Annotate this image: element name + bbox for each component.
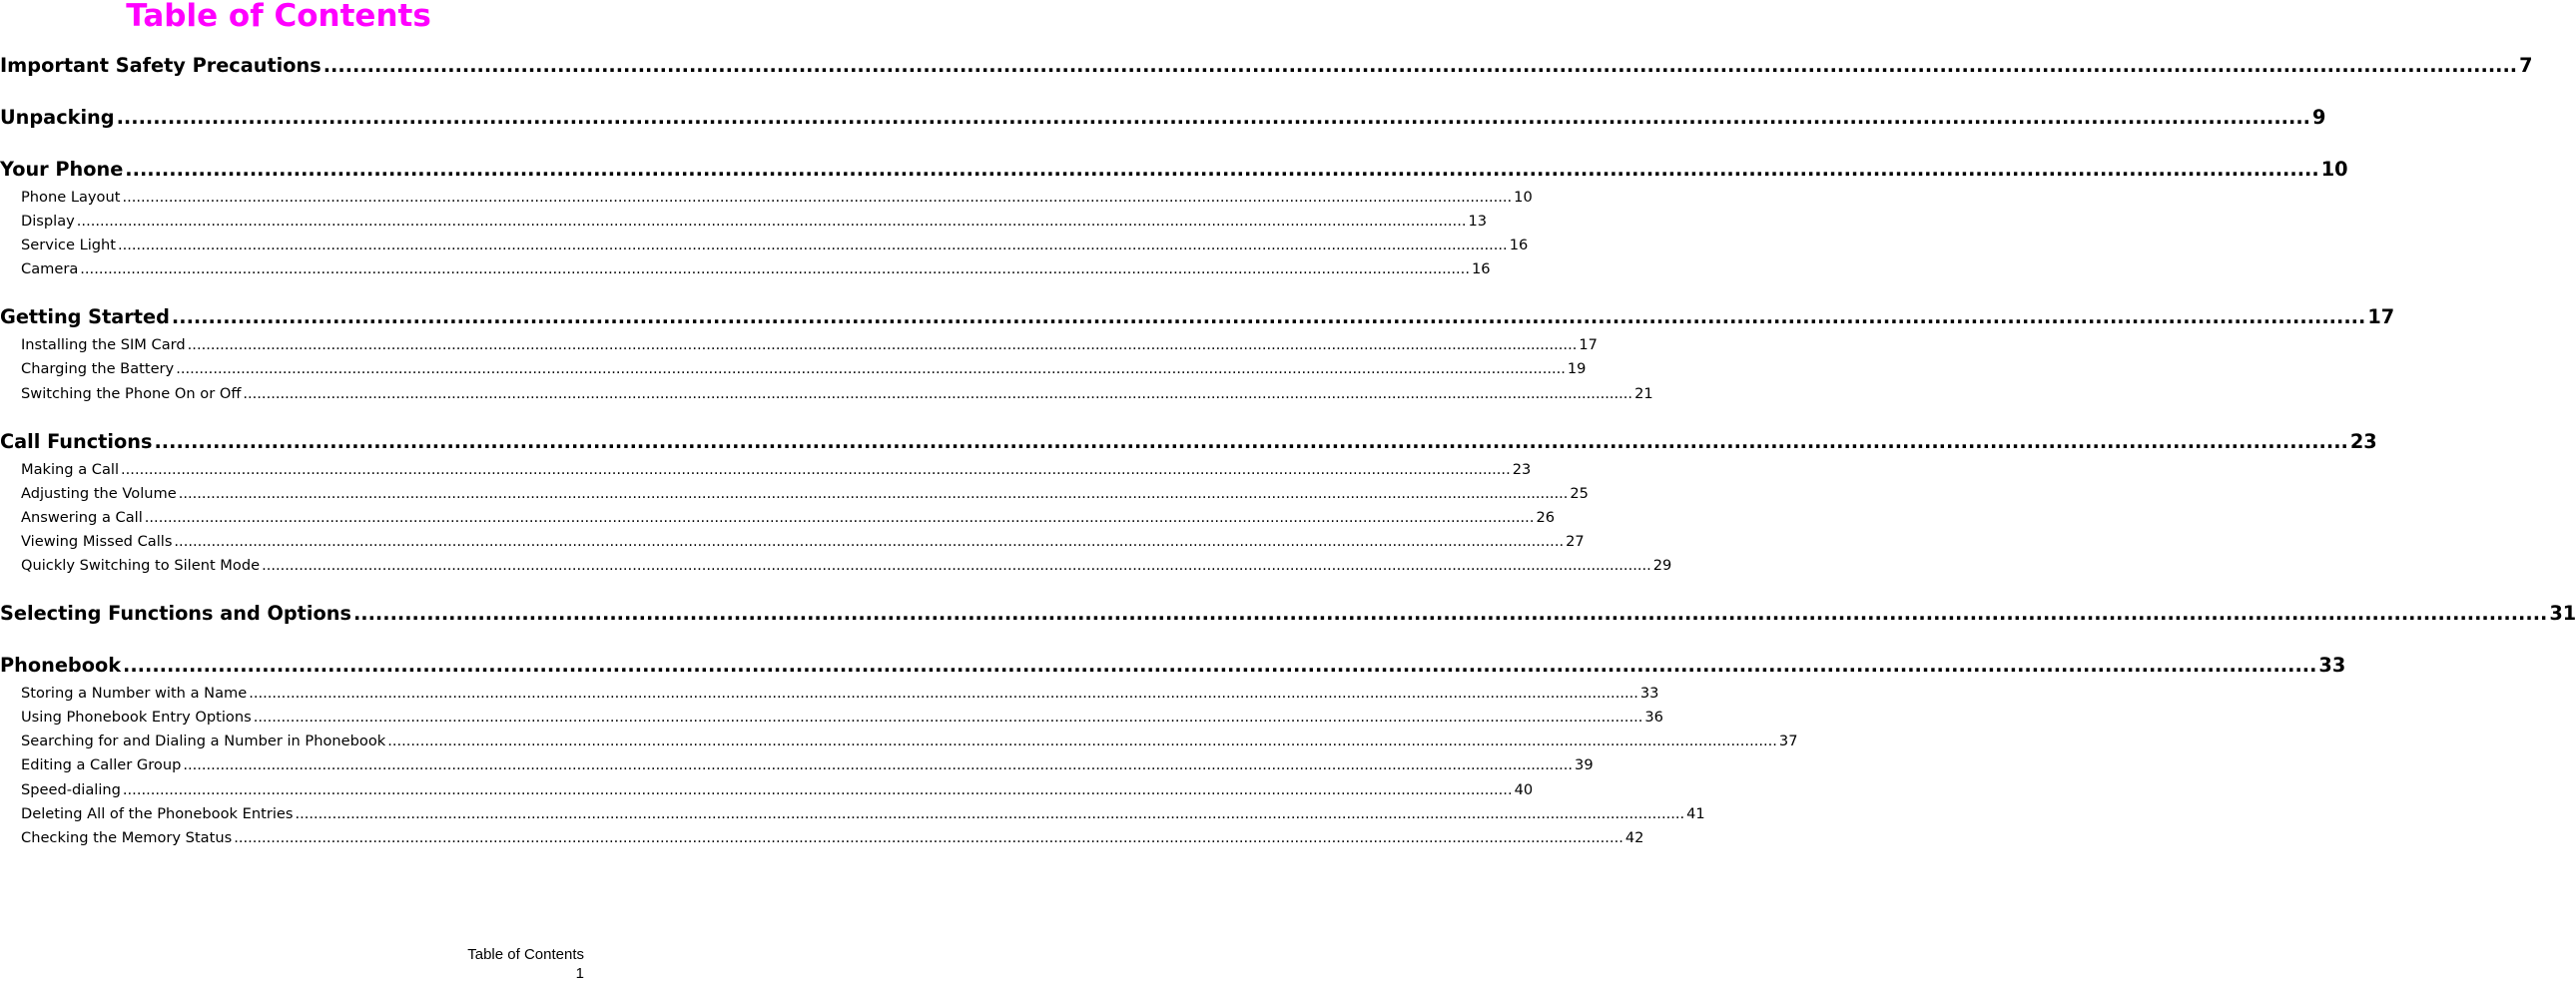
toc-entry-page-number: 25	[1570, 484, 1589, 502]
toc-chapter-label: Phonebook	[0, 654, 122, 678]
toc-chapter-page-number: 17	[2367, 305, 2395, 329]
dot-leader: ............................................................................................................................................................................................................................................................................................................	[121, 460, 1511, 478]
dot-leader: ............................................................................................................................................................................................................................................................................................................	[122, 189, 1513, 206]
table-of-contents	[0, 50, 2576, 850]
toc-chapter[interactable]	[0, 301, 2395, 333]
toc-entry-page-number: 37	[1778, 733, 1798, 750]
dot-leader: ............................................................................................................................................................................................................................................................................................................	[262, 557, 1651, 575]
toc-entry-label: Answering a Call	[21, 508, 143, 526]
dot-leader: ............................................................................................................................................................................................................................................................................................................	[118, 237, 1508, 254]
toc-entry[interactable]	[0, 482, 1589, 506]
toc-entry-label: Charging the Battery	[21, 360, 175, 378]
toc-entry-label: Camera	[21, 260, 79, 278]
dot-leader: ............................................................................................................................................................................................................................................................................................................	[122, 780, 1513, 798]
dot-leader: ............................................................................................................................................................................................................................................................................................................	[295, 804, 1685, 822]
toc-entry[interactable]	[0, 530, 1585, 554]
toc-chapter-label: Getting Started	[0, 305, 170, 329]
toc-entry[interactable]	[0, 554, 1672, 578]
toc-entry[interactable]	[0, 458, 1532, 482]
toc-entry[interactable]	[0, 753, 1594, 777]
toc-chapter-page-number: 7	[2519, 54, 2533, 77]
toc-entry[interactable]	[0, 257, 1491, 281]
toc-entry[interactable]	[0, 186, 1533, 210]
toc-entry-label: Display	[21, 213, 75, 231]
page-footer	[467, 945, 584, 983]
toc-entry-page-number: 16	[1471, 260, 1491, 278]
toc-chapter-label: Call Functions	[0, 429, 153, 453]
toc-chapter[interactable]	[0, 598, 2576, 630]
toc-entry-page-number: 19	[1567, 360, 1587, 378]
toc-entry-page-number: 41	[1686, 804, 1705, 822]
toc-chapter-page-number: 23	[2349, 429, 2377, 453]
toc-section	[0, 650, 2346, 850]
toc-entry[interactable]	[0, 234, 1529, 257]
dot-leader: ............................................................................................................................................................................................................................................................................................................	[187, 336, 1578, 354]
toc-entry-label: Editing a Caller Group	[21, 756, 182, 774]
dot-leader: ............................................................................................................................................................................................................................................................................................................	[116, 106, 2310, 129]
page-title: Table of Contents	[126, 0, 431, 34]
toc-entry[interactable]	[0, 210, 1488, 234]
toc-entry-page-number: 23	[1512, 460, 1532, 478]
toc-chapter-label: Unpacking	[0, 106, 115, 129]
toc-section	[0, 154, 2348, 281]
toc-entry[interactable]	[0, 506, 1556, 530]
toc-chapter-label: Important Safety Precautions	[0, 54, 322, 77]
dot-leader: ............................................................................................................................................................................................................................................................................................................	[243, 384, 1633, 402]
toc-entry-page-number: 36	[1644, 709, 1663, 727]
toc-entry-label: Using Phonebook Entry Options	[21, 709, 252, 727]
toc-entry-page-number: 10	[1514, 189, 1533, 206]
toc-entry-page-number: 26	[1536, 508, 1556, 526]
toc-section	[0, 426, 2377, 578]
footer-label: Table of Contents	[467, 946, 584, 963]
toc-chapter-page-number: 10	[2320, 158, 2348, 181]
dot-leader: ............................................................................................................................................................................................................................................................................................................	[80, 260, 1470, 278]
toc-entry-label: Checking the Memory Status	[21, 828, 233, 846]
dot-leader: ............................................................................................................................................................................................................................................................................................................	[171, 305, 2366, 329]
footer-page-number: 1	[575, 965, 584, 982]
toc-entry[interactable]	[0, 778, 1534, 802]
toc-entry-label: Making a Call	[21, 460, 120, 478]
toc-entry-page-number: 21	[1634, 384, 1653, 402]
toc-entry[interactable]	[0, 730, 1798, 753]
toc-entry-page-number: 40	[1514, 780, 1534, 798]
toc-entry-page-number: 27	[1566, 532, 1585, 550]
toc-chapter[interactable]	[0, 154, 2348, 186]
dot-leader: ............................................................................................................................................................................................................................................................................................................	[253, 709, 1643, 727]
toc-chapter-page-number: 33	[2318, 654, 2346, 678]
toc-entry-label: Service Light	[21, 237, 116, 254]
dot-leader: ............................................................................................................................................................................................................................................................................................................	[249, 685, 1638, 703]
toc-chapter-page-number: 31	[2549, 602, 2576, 626]
toc-entry-label: Storing a Number with a Name	[21, 685, 248, 703]
toc-entry-label: Phone Layout	[21, 189, 121, 206]
toc-entry[interactable]	[0, 382, 1653, 406]
toc-entry-page-number: 13	[1468, 213, 1488, 231]
toc-entry-label: Installing the SIM Card	[21, 336, 186, 354]
dot-leader: ............................................................................................................................................................................................................................................................................................................	[183, 756, 1574, 774]
toc-entry-page-number: 16	[1509, 237, 1529, 254]
toc-entry-page-number: 33	[1639, 685, 1659, 703]
toc-entry-label: Viewing Missed Calls	[21, 532, 173, 550]
toc-entry[interactable]	[0, 682, 1659, 706]
toc-entry-page-number: 42	[1624, 828, 1644, 846]
toc-entry[interactable]	[0, 333, 1598, 357]
dot-leader: ............................................................................................................................................................................................................................................................................................................	[176, 360, 1566, 378]
toc-entry-label: Adjusting the Volume	[21, 484, 177, 502]
toc-chapter[interactable]	[0, 50, 2533, 82]
toc-entry-label: Quickly Switching to Silent Mode	[21, 557, 261, 575]
toc-entry[interactable]	[0, 357, 1587, 381]
toc-section	[0, 301, 2395, 405]
toc-section	[0, 598, 2576, 630]
toc-entry-page-number: 39	[1575, 756, 1594, 774]
toc-entry-label: Switching the Phone On or Off	[21, 384, 242, 402]
toc-chapter[interactable]	[0, 426, 2377, 458]
toc-entry-page-number: 29	[1652, 557, 1672, 575]
toc-entry-page-number: 17	[1579, 336, 1598, 354]
toc-entry-label: Deleting All of the Phonebook Entries	[21, 804, 294, 822]
toc-chapter-page-number: 9	[2311, 106, 2326, 129]
dot-leader: ............................................................................................................................................................................................................................................................................................................	[144, 508, 1535, 526]
toc-entry[interactable]	[0, 826, 1644, 850]
dot-leader: ............................................................................................................................................................................................................................................................................................................	[352, 602, 2548, 626]
toc-entry-label: Searching for and Dialing a Number in Phonebook	[21, 733, 386, 750]
dot-leader: ............................................................................................................................................................................................................................................................................................................	[178, 484, 1569, 502]
dot-leader: ............................................................................................................................................................................................................................................................................................................	[154, 429, 2348, 453]
toc-section	[0, 50, 2533, 82]
dot-leader: ............................................................................................................................................................................................................................................................................................................	[123, 654, 2317, 678]
dot-leader: ............................................................................................................................................................................................................................................................................................................	[174, 532, 1565, 550]
dot-leader: ............................................................................................................................................................................................................................................................................................................	[76, 213, 1467, 231]
toc-entry[interactable]	[0, 706, 1663, 730]
toc-chapter[interactable]	[0, 650, 2346, 682]
toc-entry-label: Speed-dialing	[21, 780, 121, 798]
toc-section	[0, 102, 2326, 134]
toc-entry[interactable]	[0, 802, 1705, 826]
toc-chapter[interactable]	[0, 102, 2326, 134]
toc-chapter-label: Selecting Functions and Options	[0, 602, 351, 626]
dot-leader: ............................................................................................................................................................................................................................................................................................................	[387, 733, 1777, 750]
dot-leader: ............................................................................................................................................................................................................................................................................................................	[322, 54, 2518, 77]
dot-leader: ............................................................................................................................................................................................................................................................................................................	[234, 828, 1623, 846]
dot-leader: ............................................................................................................................................................................................................................................................................................................	[125, 158, 2319, 181]
toc-chapter-label: Your Phone	[0, 158, 124, 181]
